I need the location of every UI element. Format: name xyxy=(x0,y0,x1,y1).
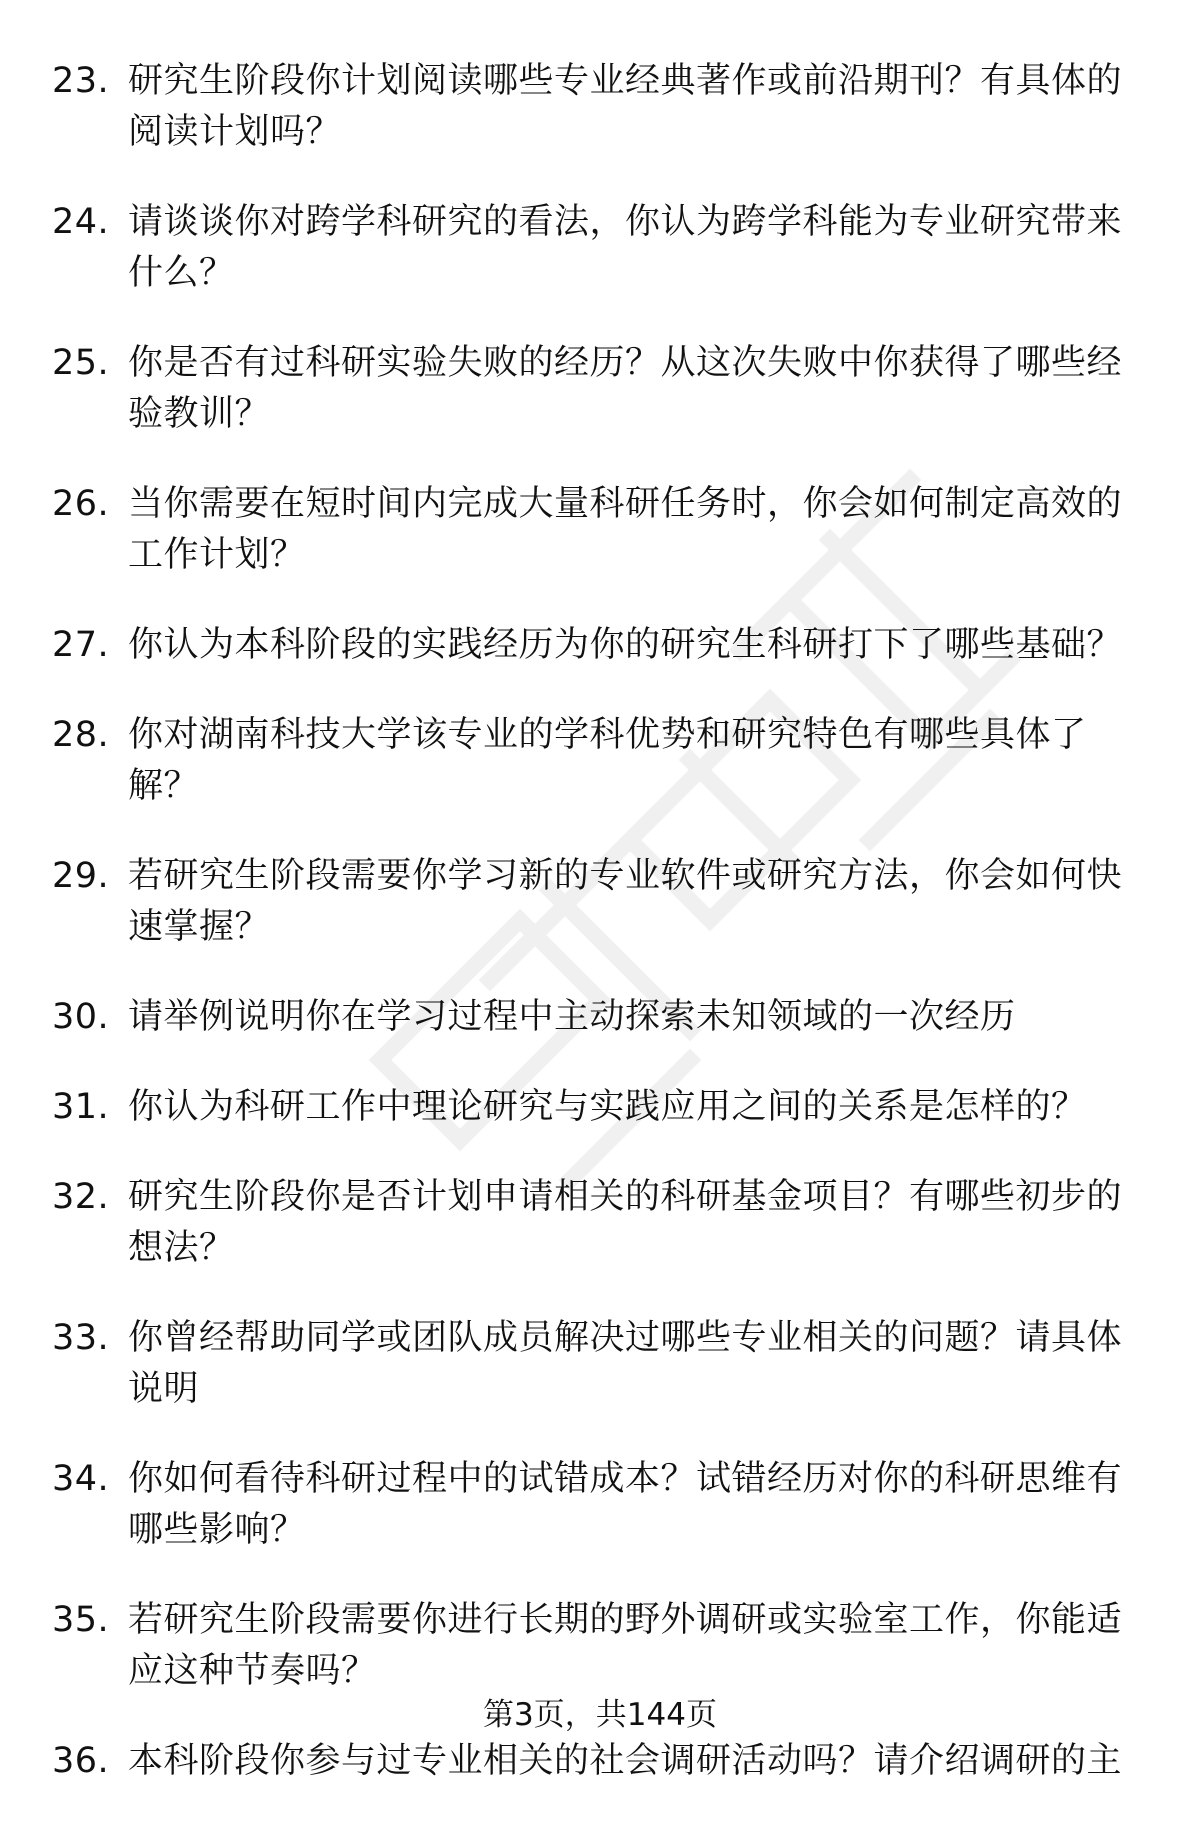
question-number: 32. xyxy=(52,1177,110,1217)
question-item xyxy=(0,992,1200,1043)
question-number: 31. xyxy=(52,1087,110,1127)
question-list xyxy=(0,56,1200,1826)
question-number: 28. xyxy=(52,715,110,755)
question-item xyxy=(0,1736,1200,1787)
question-item xyxy=(0,1595,1200,1697)
page-number-footer: 第3页，共144页 xyxy=(483,1697,717,1733)
question-item xyxy=(0,1082,1200,1133)
question-item xyxy=(0,851,1200,953)
question-number: 27. xyxy=(52,625,110,665)
question-number: 23. xyxy=(52,61,110,101)
question-item xyxy=(0,1172,1200,1274)
question-number: 24. xyxy=(52,202,110,242)
question-text: 若研究生阶段需要你进行长期的野外调研或实验室工作，你能适应这种节奏吗？ xyxy=(128,1600,1123,1691)
question-item xyxy=(0,338,1200,440)
question-text: 你是否有过科研实验失败的经历？从这次失败中你获得了哪些经验教训？ xyxy=(128,343,1123,434)
question-item xyxy=(0,197,1200,299)
question-item xyxy=(0,620,1200,671)
question-number: 26. xyxy=(52,484,110,524)
question-text: 请举例说明你在学习过程中主动探索未知领域的一次经历 xyxy=(128,997,1016,1037)
question-text: 你如何看待科研过程中的试错成本？试错经历对你的科研思维有哪些影响？ xyxy=(128,1459,1123,1550)
question-text: 请谈谈你对跨学科研究的看法，你认为跨学科能为专业研究带来什么？ xyxy=(128,202,1123,293)
question-text: 本科阶段你参与过专业相关的社会调研活动吗？请介绍调研的主 xyxy=(128,1741,1123,1781)
question-text: 你认为本科阶段的实践经历为你的研究生科研打下了哪些基础？ xyxy=(128,625,1123,665)
question-text: 若研究生阶段需要你学习新的专业软件或研究方法，你会如何快速掌握？ xyxy=(128,856,1123,947)
question-item xyxy=(0,1313,1200,1415)
question-number: 36. xyxy=(52,1741,110,1781)
question-number: 33. xyxy=(52,1318,110,1358)
question-item xyxy=(0,1454,1200,1556)
question-text: 研究生阶段你计划阅读哪些专业经典著作或前沿期刊？有具体的阅读计划吗？ xyxy=(128,61,1123,152)
question-item xyxy=(0,56,1200,158)
question-number: 30. xyxy=(52,997,110,1037)
question-number: 34. xyxy=(52,1459,110,1499)
question-item xyxy=(0,710,1200,812)
question-number: 25. xyxy=(52,343,110,383)
question-number: 35. xyxy=(52,1600,110,1640)
question-number: 29. xyxy=(52,856,110,896)
question-text: 当你需要在短时间内完成大量科研任务时，你会如何制定高效的工作计划？ xyxy=(128,484,1123,575)
question-text: 你对湖南科技大学该专业的学科优势和研究特色有哪些具体了解？ xyxy=(128,715,1087,806)
question-text: 研究生阶段你是否计划申请相关的科研基金项目？有哪些初步的想法？ xyxy=(128,1177,1123,1268)
question-item xyxy=(0,479,1200,581)
question-text: 你曾经帮助同学或团队成员解决过哪些专业相关的问题？请具体说明 xyxy=(128,1318,1123,1409)
question-text: 你认为科研工作中理论研究与实践应用之间的关系是怎样的？ xyxy=(128,1087,1087,1127)
